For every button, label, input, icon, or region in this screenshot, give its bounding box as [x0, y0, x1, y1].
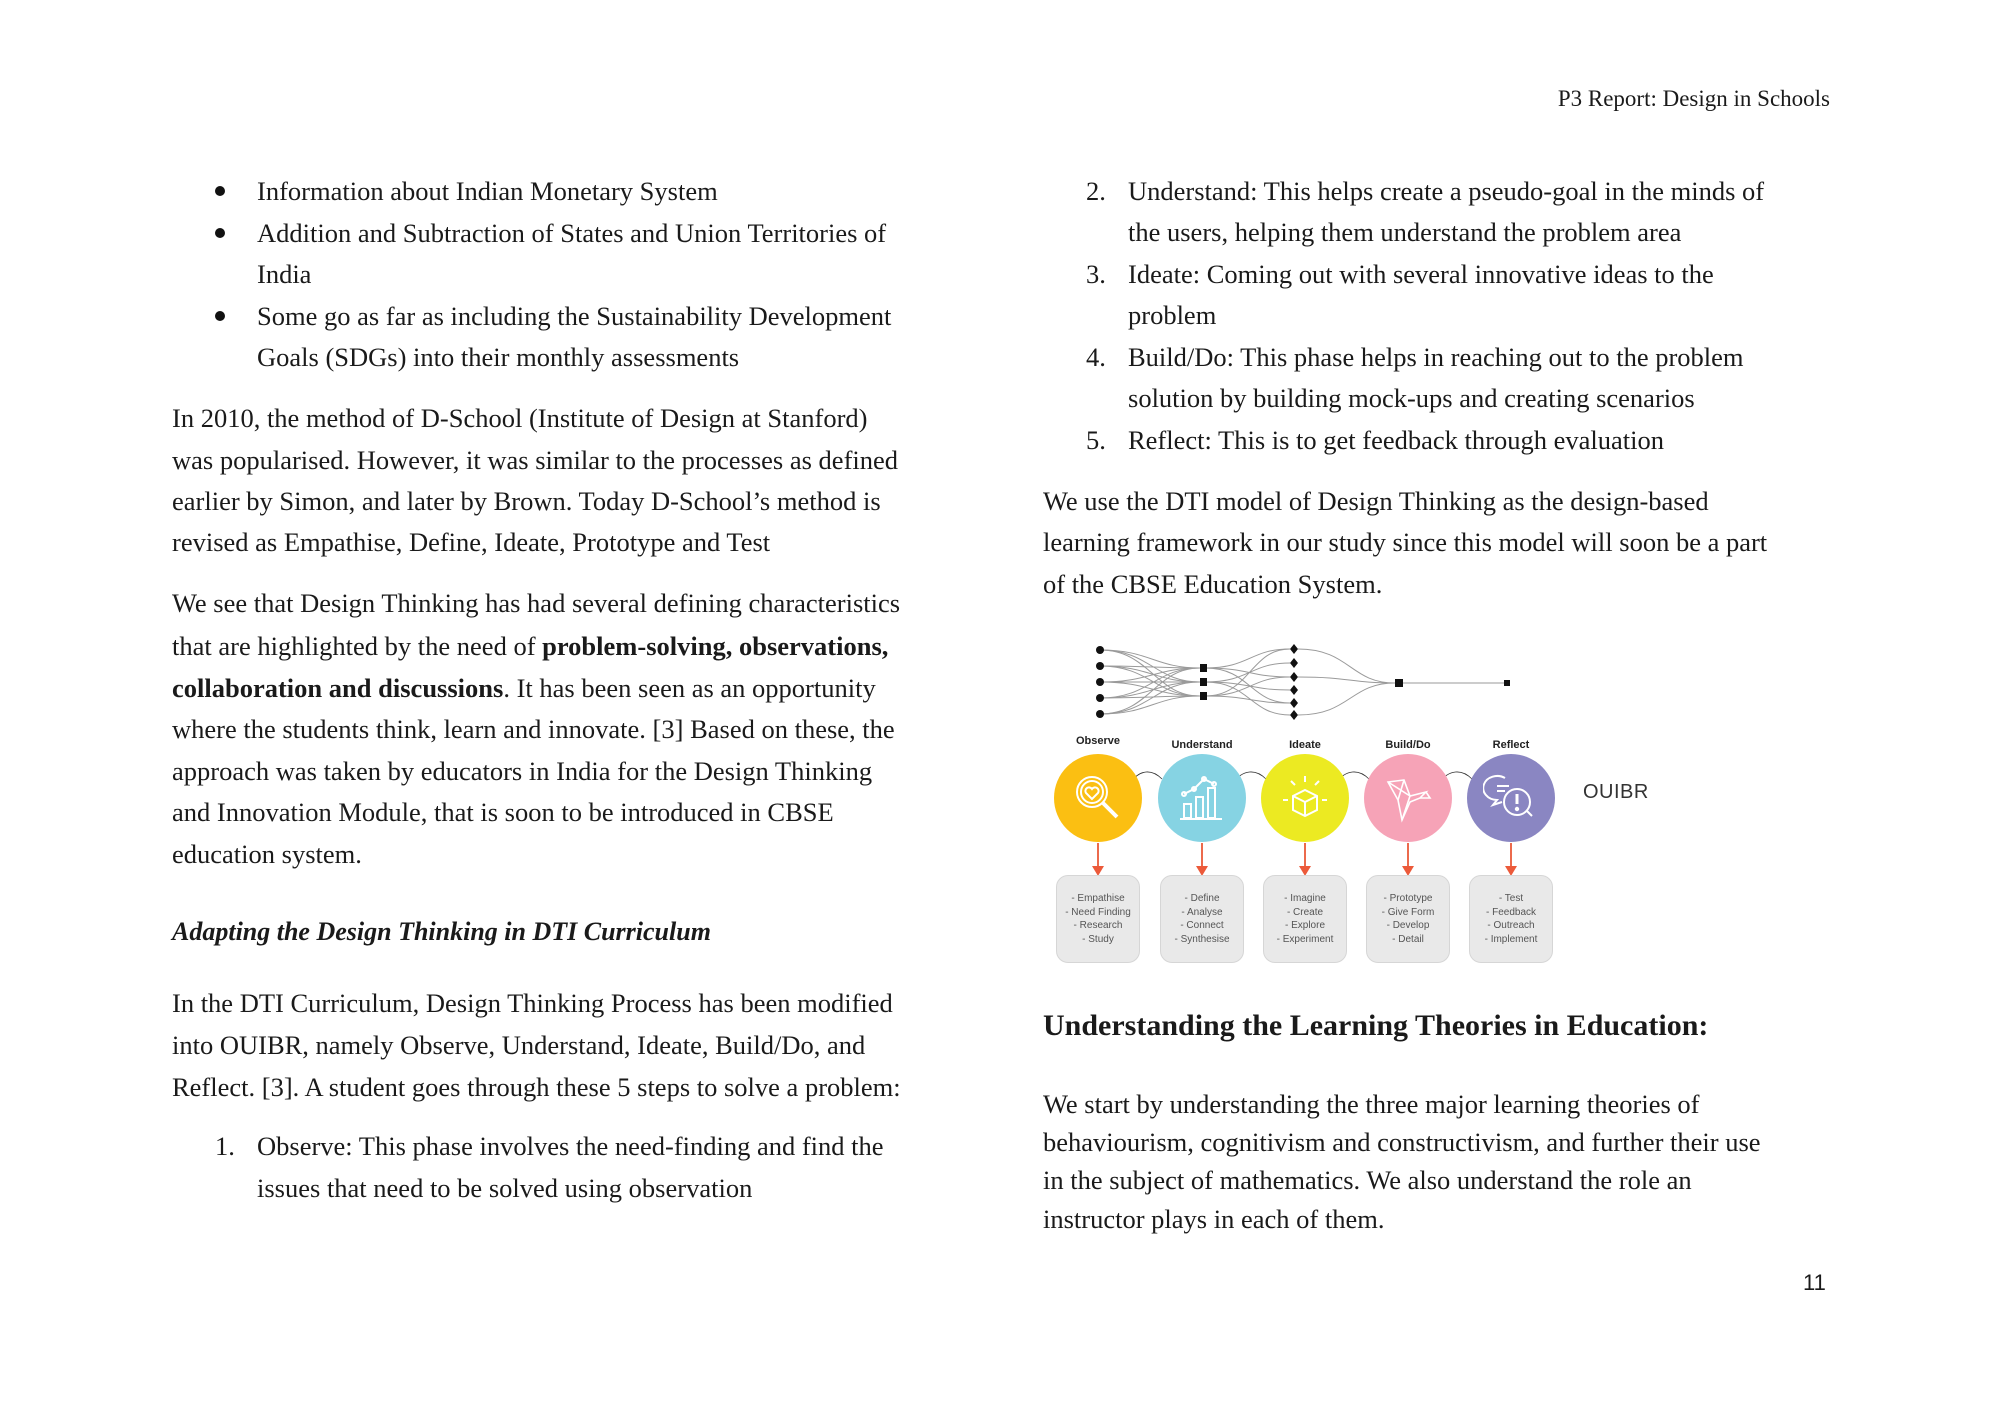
- activity-item: - Synthesise: [1174, 933, 1230, 945]
- list-item-cont: solution by building mock-ups and creating scenarios: [1128, 383, 1695, 413]
- list-item-cont: issues that need to be solved using observation: [257, 1173, 753, 1203]
- activity-item: - Develop: [1386, 920, 1430, 931]
- paragraph-line: In the DTI Curriculum, Design Thinking Process has been modified: [172, 988, 893, 1018]
- activity-item: - Research: [1073, 920, 1123, 931]
- stage-label-reflect: Reflect: [1492, 739, 1530, 751]
- bold-text-run: collaboration and discussions: [172, 673, 504, 703]
- list-number: 2.: [1086, 176, 1106, 206]
- ideate-circle: [1261, 754, 1349, 842]
- understand-circle: [1158, 754, 1246, 842]
- activity-item: - Study: [1082, 933, 1114, 945]
- activity-item: - Connect: [1180, 920, 1224, 931]
- activity-item: - Feedback: [1485, 906, 1537, 918]
- bullet-item-cont: Goals (SDGs) into their monthly assessments: [257, 342, 740, 372]
- stage-label-build-do: Build/Do: [1385, 739, 1431, 751]
- paragraph-line: [172, 626, 888, 668]
- ouibr-label: OUIBR: [1583, 781, 1649, 803]
- section-heading: Understanding the Learning Theories in Education:: [1043, 1009, 1709, 1042]
- bullet-item: Some go as far as including the Sustainability Development: [257, 301, 892, 331]
- activity-item: - Test: [1498, 893, 1524, 904]
- text-run: . It has been seen as an opportunity: [503, 673, 876, 703]
- paragraph-line: revised as Empathise, Define, Ideate, Prototype and Test: [172, 527, 771, 557]
- activity-item: - Empathise: [1071, 893, 1125, 904]
- bullet-item: Addition and Subtraction of States and Union Territories of: [257, 218, 887, 248]
- list-item: Reflect: This is to get feedback through evaluation: [1128, 425, 1664, 455]
- paragraph-line: We use the DTI model of Design Thinking as the design-based: [1043, 486, 1709, 516]
- paragraph-line: into OUIBR, namely Observe, Understand, Ideate, Build/Do, and: [172, 1030, 866, 1060]
- activity-item: - Give Form: [1381, 906, 1435, 918]
- list-item: Understand: This helps create a pseudo-goal in the minds of: [1128, 176, 1765, 206]
- ideate-activities-box: [1263, 875, 1347, 963]
- bullet-icon: [215, 228, 225, 238]
- bullet-item-cont: India: [257, 259, 312, 289]
- running-header: P3 Report: Design in Schools: [1557, 86, 1830, 111]
- speech-bubbles-icon: [1483, 770, 1539, 826]
- list-number: 1.: [215, 1131, 235, 1161]
- activity-item: - Imagine: [1284, 893, 1326, 904]
- paragraph-line: [172, 668, 876, 710]
- paragraph-line: and Innovation Module, that is soon to be introduced in CBSE: [172, 797, 834, 827]
- reflect-activities-box: [1469, 875, 1553, 963]
- list-number: 5.: [1086, 425, 1106, 455]
- activity-item: - Define: [1184, 893, 1220, 904]
- activity-item: - Explore: [1284, 920, 1325, 931]
- text-run: that are highlighted by the need of: [172, 631, 543, 661]
- stage-label-ideate: Ideate: [1289, 739, 1321, 751]
- bar-chart-icon: [1174, 770, 1230, 826]
- observe-circle: [1054, 754, 1142, 842]
- stage-label-observe: Observe: [1075, 735, 1121, 747]
- understand-activities-box: [1160, 875, 1244, 963]
- paragraph-line: Reflect. [3]. A student goes through these 5 steps to solve a problem:: [172, 1072, 901, 1102]
- subheading: Adapting the Design Thinking in DTI Curriculum: [172, 917, 711, 946]
- activity-item: - Implement: [1484, 933, 1538, 945]
- process-network-graph: [1040, 625, 1680, 725]
- paragraph-line: In 2010, the method of D-School (Institute of Design at Stanford): [172, 403, 868, 433]
- build-do-circle: [1364, 754, 1452, 842]
- list-item: Ideate: Coming out with several innovative ideas to the: [1128, 259, 1714, 289]
- activity-item: - Detail: [1392, 933, 1424, 945]
- bold-text-run: problem-solving, observations,: [542, 631, 889, 661]
- activity-item: - Need Finding: [1065, 906, 1131, 918]
- list-number: 4.: [1086, 342, 1106, 372]
- page-number: 11: [1803, 1270, 1826, 1295]
- paragraph-line: in the subject of mathematics. We also understand the role an: [1043, 1165, 1692, 1195]
- list-item: Observe: This phase involves the need-finding and find the: [257, 1131, 884, 1161]
- activity-item: - Outreach: [1487, 920, 1535, 931]
- observe-activities-box: [1056, 875, 1140, 963]
- paragraph-line: behaviourism, cognitivism and constructivism, and further their use: [1043, 1127, 1761, 1157]
- paragraph-line: of the CBSE Education System.: [1043, 569, 1383, 599]
- activity-item: - Experiment: [1276, 933, 1334, 945]
- origami-bird-icon: [1380, 770, 1436, 826]
- paragraph-line: We see that Design Thinking has had several defining characteristics: [172, 588, 901, 618]
- activity-item: - Prototype: [1383, 893, 1433, 904]
- bullet-icon: [215, 311, 225, 321]
- list-item-cont: the users, helping them understand the problem area: [1128, 217, 1682, 247]
- paragraph-line: earlier by Simon, and later by Brown. Today D-School’s method is: [172, 486, 881, 516]
- stage-label-understand: Understand: [1171, 739, 1233, 751]
- paragraph-line: approach was taken by educators in India for the Design Thinking: [172, 756, 873, 786]
- magnifier-heart-icon: [1070, 770, 1126, 826]
- activity-item: - Analyse: [1181, 906, 1223, 918]
- paragraph-line: instructor plays in each of them.: [1043, 1204, 1385, 1234]
- list-item: Build/Do: This phase helps in reaching out to the problem: [1128, 342, 1744, 372]
- paragraph-line: learning framework in our study since this model will soon be a part: [1043, 527, 1768, 557]
- bullet-item: Information about Indian Monetary System: [257, 176, 718, 206]
- paragraph-line: We start by understanding the three major learning theories of: [1043, 1089, 1700, 1119]
- build-do-activities-box: [1366, 875, 1450, 963]
- bullet-icon: [215, 186, 225, 196]
- list-item-cont: problem: [1128, 300, 1217, 330]
- reflect-circle: [1467, 754, 1555, 842]
- paragraph-line: where the students think, learn and innovate. [3] Based on these, the: [172, 714, 895, 744]
- paragraph-line: was popularised. However, it was similar to the processes as defined: [172, 445, 899, 475]
- cube-idea-icon: [1277, 770, 1333, 826]
- list-number: 3.: [1086, 259, 1106, 289]
- activity-item: - Create: [1286, 906, 1324, 918]
- paragraph-line: education system.: [172, 839, 362, 869]
